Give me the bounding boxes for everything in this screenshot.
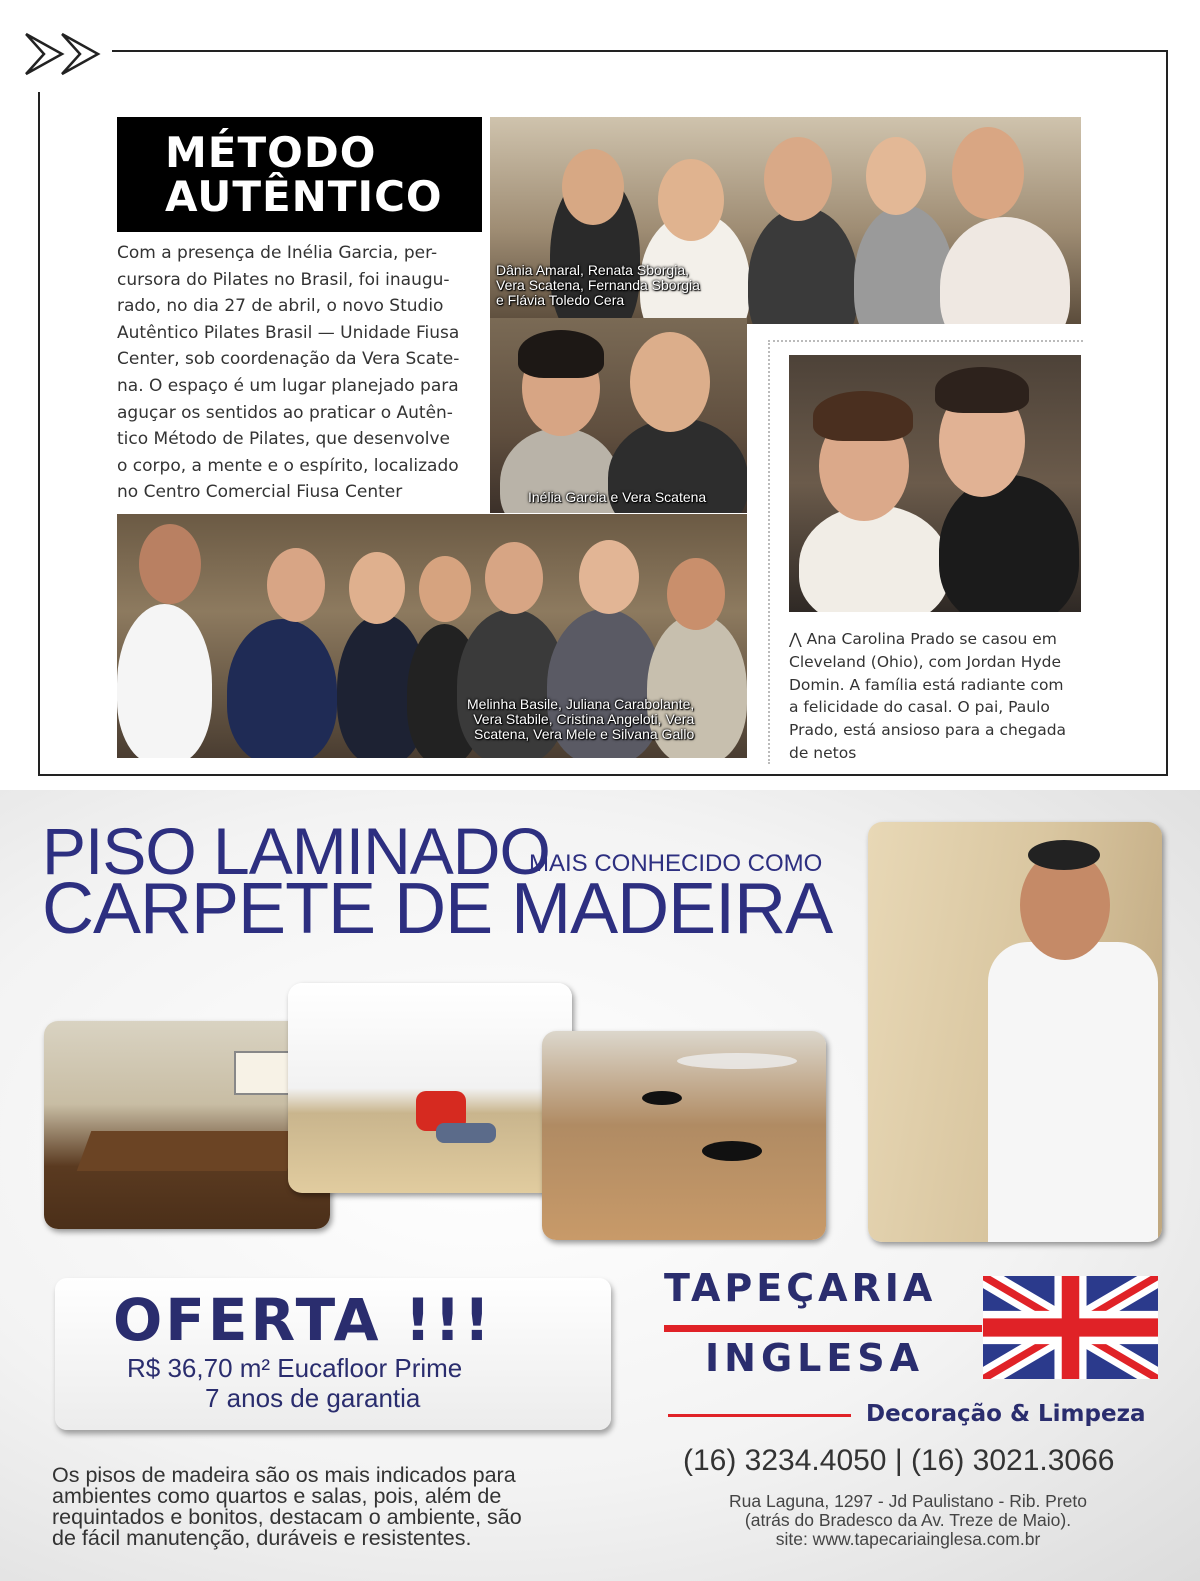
offer-price: R$ 36,70 m² Eucafloor Prime (127, 1353, 463, 1383)
furnished-floor-photo (542, 1031, 826, 1240)
offer-title: OFERTA !!! (113, 1286, 494, 1354)
double-arrow-icon (24, 30, 110, 78)
ad-headline-line2: CARPETE DE MADEIRA (42, 869, 833, 949)
brand-name-line1: TAPEÇARIA (664, 1266, 937, 1310)
ad-headline-small: MAIS CONHECIDO COMO (529, 850, 823, 877)
brand-name-line2: INGLESA (705, 1336, 925, 1380)
tagline-red-line (668, 1414, 851, 1417)
flooring-installation-photo (288, 983, 572, 1193)
pair-photo-caption: Inélia Garcia e Vera Scatena (528, 489, 707, 505)
offer-warranty: 7 anos de garantia (205, 1383, 421, 1413)
group-photo-caption-1: Dânia Amaral, Renata Sborgia, Vera Scatena, Fernanda Sborgia e Flávia Toledo Cera (496, 262, 700, 308)
store-address: Rua Laguna, 1297 - Jd Paulistano - Rib. Preto (atrás do Bradesco da Av. Treze de Maio). site: www.tapecariainglesa.com.br (729, 1491, 1087, 1549)
owner-portrait-photo (868, 822, 1162, 1242)
brand-tagline: Decoração & Limpeza (866, 1401, 1146, 1427)
article-body: Com a presença de Inélia Garcia, per- cursora do Pilates no Brasil, foi inaugu- rado, no dia 27 de abril, o novo Studio Autêntico Pilates Brasil — Unidade Fiusa Center, sob coordenação da Vera Scate- na. O espaço é um lugar planejado para aguçar os sentidos ao praticar o Autên- tico Método de Pilates, que desenvolve o corpo, a mente e o espírito, localizado no Centro Comercial Fiusa Center (117, 243, 460, 503)
wedding-couple-photo (789, 355, 1081, 612)
brand-red-line (664, 1325, 982, 1332)
article-title-box (117, 117, 482, 232)
group-photo-five-women (490, 117, 1081, 324)
ad-body-text: Os pisos de madeira são os mais indicados para ambientes como quartos e salas, pois, além de requintados e bonitos, destacam o ambiente, são de fácil manutenção, duráveis e resistentes. (52, 1463, 522, 1550)
article-title-line2: AUTÊNTICO (165, 172, 443, 221)
pair-photo (490, 318, 747, 513)
union-jack-flag-icon (983, 1276, 1158, 1379)
group-photo-seven-women (117, 514, 747, 758)
article-title-line1: MÉTODO (165, 128, 377, 177)
ad-headline-line1: PISO LAMINADO (42, 814, 550, 888)
group-photo-caption-2: Melinha Basile, Juliana Carabolante, Vera Stabile, Cristina Angeloti, Vera Scatena, Vera Mele e Silvana Gallo (467, 696, 695, 742)
wedding-caption: ⋀ Ana Carolina Prado se casou em Cleveland (Ohio), com Jordan Hyde Domin. A família está radiante com a felicidade do casal. O pai, Paulo Prado, está ansioso para a chegada de netos (789, 630, 1067, 762)
phone-numbers: (16) 3234.4050 | (16) 3021.3066 (683, 1444, 1115, 1477)
